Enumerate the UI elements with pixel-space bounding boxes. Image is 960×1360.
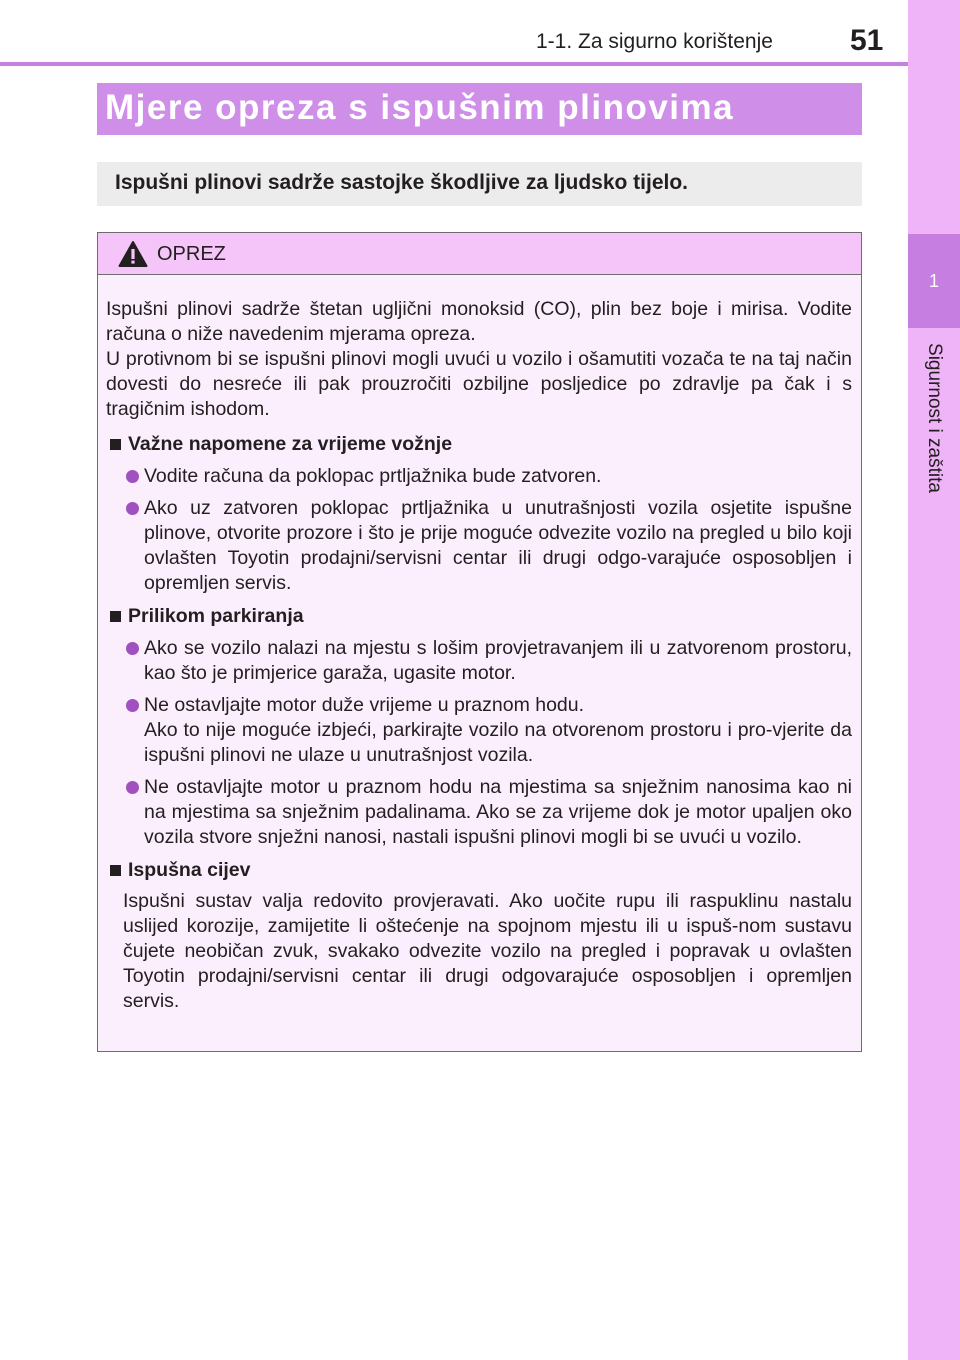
- round-bullet-icon: [126, 642, 139, 655]
- caution-title: OPREZ: [157, 243, 226, 265]
- list-item: Ako uz zatvoren poklopac prtljažnika u unutrašnjosti vozila osjetite ispušne plinove, otvorite prozore i što je prije moguće odvezite vozilo na pregled u bilo koji ovlašten Toyotin prodajni/servisni centar ili drugi odgo-varajuće osposobljen i opremljen servis.: [106, 496, 852, 596]
- chapter-tab[interactable]: 1: [908, 234, 960, 328]
- square-bullet-icon: [110, 865, 121, 876]
- section-heading: Važne napomene za vrijeme vožnje: [106, 432, 852, 457]
- chapter-label: Sigurnost i zaštita: [924, 343, 945, 493]
- caution-body: [98, 275, 861, 1014]
- section-heading: Ispušna cijev: [106, 858, 852, 883]
- list-item-extra: Ako to nije moguće izbjeći, parkirajte vozilo na otvorenom prostoru i pro-vjerite da ispušni plinovi ne ulaze u unutrašnjost vozila.: [144, 719, 852, 766]
- warning-triangle-icon: [118, 240, 148, 268]
- page-title: Mjere opreza s ispušnim plinovima: [105, 88, 735, 127]
- caution-panel: [97, 232, 862, 1052]
- section-heading: Prilikom parkiranja: [106, 604, 852, 629]
- caution-intro-2: U protivnom bi se ispušni plinovi mogli uvući u vozilo i ošamutiti vozača te na taj način dovesti do nesreće ili pak prouzročiti ozbiljne posljedice po zdravlje pa čak i s tragičnim ishodom.: [106, 348, 852, 420]
- intro-box: [97, 162, 862, 206]
- list-item: Vodite računa da poklopac prtljažnika bude zatvoren.: [106, 464, 852, 489]
- list-item: Ne ostavljajte motor duže vrijeme u praznom hodu. Ako to nije moguće izbjeći, parkirajte vozilo na otvorenom prostoru i pro-vjerite da ispušni plinovi ne ulaze u unutrašnjost vozila.: [106, 693, 852, 768]
- section-title: 1-1. Za sigurno korištenje: [536, 30, 773, 53]
- list-item: Ako se vozilo nalazi na mjestu s lošim provjetravanjem ili u zatvorenom prostoru, kao što je primjerice garaža, ugasite motor.: [106, 636, 852, 686]
- intro-text: Ispušni plinovi sadrže sastojke škodljive za ljudsko tijelo.: [115, 171, 689, 194]
- caution-header: [98, 233, 861, 275]
- list-item: Ne ostavljajte motor u praznom hodu na mjestima sa snježnim nanosima kao ni na mjestima sa snježnim padalinama. Ako se za vrijeme dok je motor upaljen oko vozila stvore snježni nanosi, nastali ispušni plinovi mogli bi se uvući u vozilo.: [106, 775, 852, 850]
- section-text: Ispušni sustav valja redovito provjeravati. Ako uočite rupu ili raspuklinu nastalu uslijed korozije, zamijetite li oštećenje na spojnom mjestu ili u ispuš-nom sustavu čujete neobičan zvuk, svakako odvezite vozilo na pregled i popravak u ovlašten Toyotin prodajni/servisni centar ili drugi odgovarajuće osposobljen i opremljen servis.: [123, 890, 852, 1012]
- square-bullet-icon: [110, 439, 121, 450]
- round-bullet-icon: [126, 699, 139, 712]
- page-title-bar: [97, 83, 862, 135]
- caution-intro: Ispušni plinovi sadrže štetan ugljični monoksid (CO), plin bez boje i mirisa. Vodite računa o niže navedenim mjerama opreza.: [106, 298, 852, 345]
- round-bullet-icon: [126, 502, 139, 515]
- side-tab-strip: [908, 0, 960, 1360]
- round-bullet-icon: [126, 470, 139, 483]
- header-rule: [0, 62, 908, 66]
- square-bullet-icon: [110, 611, 121, 622]
- round-bullet-icon: [126, 781, 139, 794]
- page-number: 51: [850, 24, 884, 57]
